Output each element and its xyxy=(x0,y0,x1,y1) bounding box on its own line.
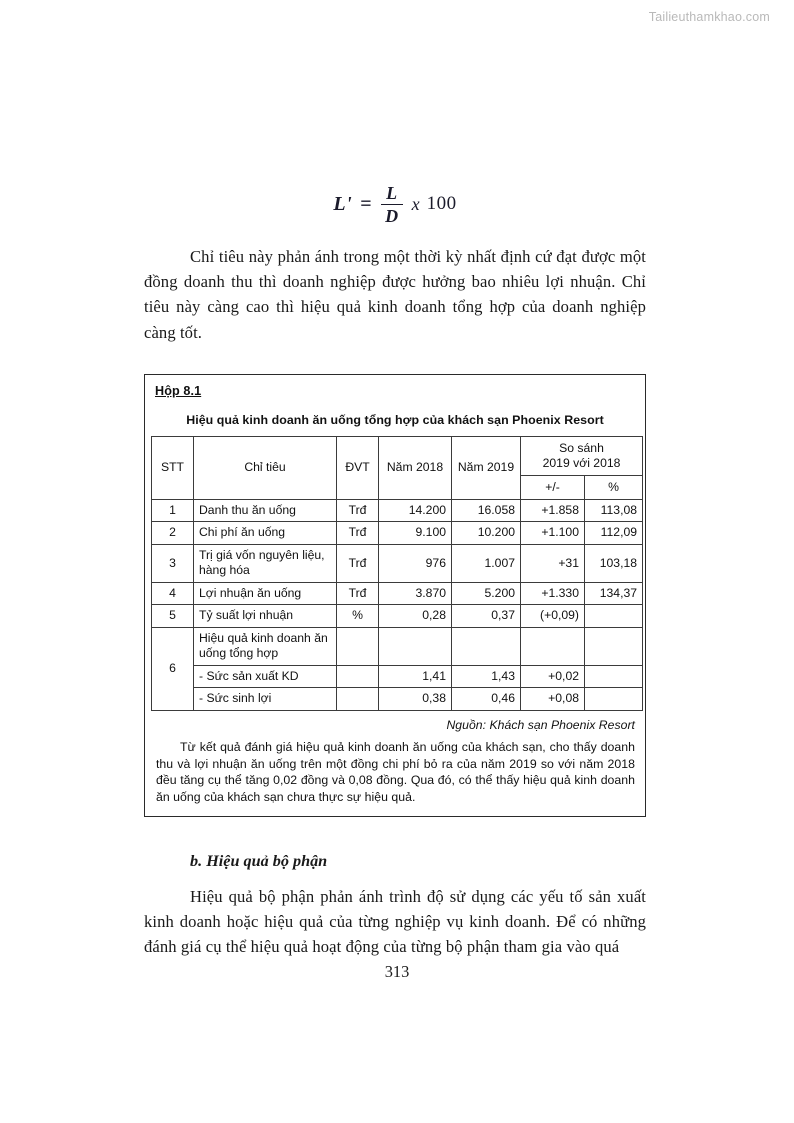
efficiency-table xyxy=(151,436,643,711)
cell-year-2018: 0,38 xyxy=(379,688,452,711)
cell-year-2019: 1.007 xyxy=(452,544,521,582)
cell-indicator: - Sức sản xuất KD xyxy=(194,665,337,688)
cell-year-2019: 5.200 xyxy=(452,582,521,605)
table-row xyxy=(152,605,643,628)
formula-block xyxy=(144,178,646,230)
cell-year-2019: 0,46 xyxy=(452,688,521,711)
table-row xyxy=(152,627,643,665)
cell-unit: Trđ xyxy=(337,522,379,545)
formula-operator: x xyxy=(411,193,420,214)
cell-unit: Trđ xyxy=(337,544,379,582)
formula-operand: 100 xyxy=(426,193,457,214)
th-unit: ĐVT xyxy=(337,436,379,499)
intro-paragraph: Chỉ tiêu này phản ánh trong một thời kỳ nhất định cứ đạt được một đồng doanh thu thì doanh nghiệp được hưởng bao nhiêu lợi nhuận. Chỉ tiêu này càng cao thì hiệu quả kinh doanh tổng hợp của doanh nghiệp càng tốt. xyxy=(144,247,646,342)
cell-compare-diff xyxy=(521,627,585,665)
cell-indicator: Danh thu ăn uống xyxy=(194,499,337,522)
table-body xyxy=(152,499,643,710)
cell-compare-diff: +0,08 xyxy=(521,688,585,711)
cell-indicator: Lợi nhuận ăn uống xyxy=(194,582,337,605)
cell-year-2018: 1,41 xyxy=(379,665,452,688)
cell-year-2019: 0,37 xyxy=(452,605,521,628)
th-compare-pct: % xyxy=(585,476,643,499)
box-8-1 xyxy=(144,374,646,817)
profit-ratio-formula xyxy=(333,184,456,225)
th-comparison-line2: 2019 với 2018 xyxy=(542,456,621,471)
cell-year-2018 xyxy=(379,627,452,665)
cell-stt: 2 xyxy=(152,522,194,545)
th-compare-diff: +/- xyxy=(521,476,585,499)
cell-indicator: Chi phí ăn uống xyxy=(194,522,337,545)
table-head xyxy=(152,436,643,499)
cell-indicator: Trị giá vốn nguyên liệu, hàng hóa xyxy=(194,544,337,582)
cell-stt: 3 xyxy=(152,544,194,582)
box-title: Hiệu quả kinh doanh ăn uống tổng hợp của khách sạn Phoenix Resort xyxy=(186,412,604,427)
cell-indicator: Hiệu quả kinh doanh ăn uống tổng hợp xyxy=(194,627,337,665)
cell-unit xyxy=(337,688,379,711)
cell-stt: 1 xyxy=(152,499,194,522)
cell-compare-pct: 113,08 xyxy=(585,499,643,522)
formula-lhs: L' xyxy=(333,192,353,215)
table-row xyxy=(152,582,643,605)
cell-unit: Trđ xyxy=(337,499,379,522)
formula-numerator: L xyxy=(386,182,398,203)
cell-unit: Trđ xyxy=(337,582,379,605)
cell-stt-group: 6 xyxy=(152,627,194,710)
formula-fraction xyxy=(381,184,403,225)
formula-equals: = xyxy=(360,192,372,215)
cell-compare-pct: 134,37 xyxy=(585,582,643,605)
cell-stt: 5 xyxy=(152,605,194,628)
table-row xyxy=(152,665,643,688)
page-content xyxy=(144,0,646,960)
cell-unit xyxy=(337,627,379,665)
watermark-text: Tailieuthamkhao.com xyxy=(648,10,770,24)
cell-year-2018: 3.870 xyxy=(379,582,452,605)
cell-unit: % xyxy=(337,605,379,628)
cell-year-2019: 10.200 xyxy=(452,522,521,545)
cell-compare-pct: 103,18 xyxy=(585,544,643,582)
th-stt: STT xyxy=(152,436,194,499)
table-row xyxy=(152,499,643,522)
cell-year-2018: 976 xyxy=(379,544,452,582)
cell-compare-diff: +31 xyxy=(521,544,585,582)
cell-stt: 4 xyxy=(152,582,194,605)
cell-year-2018: 0,28 xyxy=(379,605,452,628)
table-row xyxy=(152,688,643,711)
cell-compare-diff: +0,02 xyxy=(521,665,585,688)
table-row xyxy=(152,522,643,545)
th-indicator: Chỉ tiêu xyxy=(194,436,337,499)
cell-year-2018: 9.100 xyxy=(379,522,452,545)
th-year-2019: Năm 2019 xyxy=(452,436,521,499)
th-comparison xyxy=(521,436,643,476)
cell-compare-diff: +1.858 xyxy=(521,499,585,522)
cell-year-2018: 14.200 xyxy=(379,499,452,522)
cell-compare-diff: +1.100 xyxy=(521,522,585,545)
cell-compare-pct xyxy=(585,665,643,688)
cell-year-2019: 1,43 xyxy=(452,665,521,688)
page-number: 313 xyxy=(384,962,410,981)
cell-year-2019 xyxy=(452,627,521,665)
th-year-2018: Năm 2018 xyxy=(379,436,452,499)
cell-compare-pct xyxy=(585,605,643,628)
cell-year-2019: 16.058 xyxy=(452,499,521,522)
cell-compare-diff: (+0,09) xyxy=(521,605,585,628)
cell-indicator: Tỷ suất lợi nhuận xyxy=(194,605,337,628)
formula-denominator: D xyxy=(385,205,399,226)
cell-compare-pct xyxy=(585,627,643,665)
table-header-row-1 xyxy=(152,436,643,476)
subheading-b: b. Hiệu quả bộ phận xyxy=(190,852,328,870)
table-source: Nguồn: Khách sạn Phoenix Resort xyxy=(446,717,635,732)
box-commentary: Từ kết quả đánh giá hiệu quả kinh doanh ăn uống của khách sạn, cho thấy doanh thu và lợi nhuận ăn uống trên một đồng chi phí bỏ ra của năm 2019 so với năm 2018 đều tăng cụ thể tăng 0,02 đồng và 0,08 đồng. Qua đó, có thể thấy hiệu quả kinh doanh ăn uống của khách sạn chưa thực sự hiệu quả. xyxy=(156,739,635,805)
cell-unit xyxy=(337,665,379,688)
cell-compare-pct: 112,09 xyxy=(585,522,643,545)
cell-compare-pct xyxy=(585,688,643,711)
th-comparison-line1: So sánh xyxy=(559,440,604,455)
cell-compare-diff: +1.330 xyxy=(521,582,585,605)
table-row xyxy=(152,544,643,582)
cell-indicator: - Sức sinh lợi xyxy=(194,688,337,711)
after-box-paragraph: Hiệu quả bộ phận phản ánh trình độ sử dụng các yếu tố sản xuất kinh doanh hoặc hiệu quả của từng nghiệp vụ kinh doanh. Để có những đánh giá cụ thể hiệu quả hoạt động của từng bộ phận tham gia vào quá xyxy=(144,887,646,957)
box-label: Hộp 8.1 xyxy=(155,383,202,398)
